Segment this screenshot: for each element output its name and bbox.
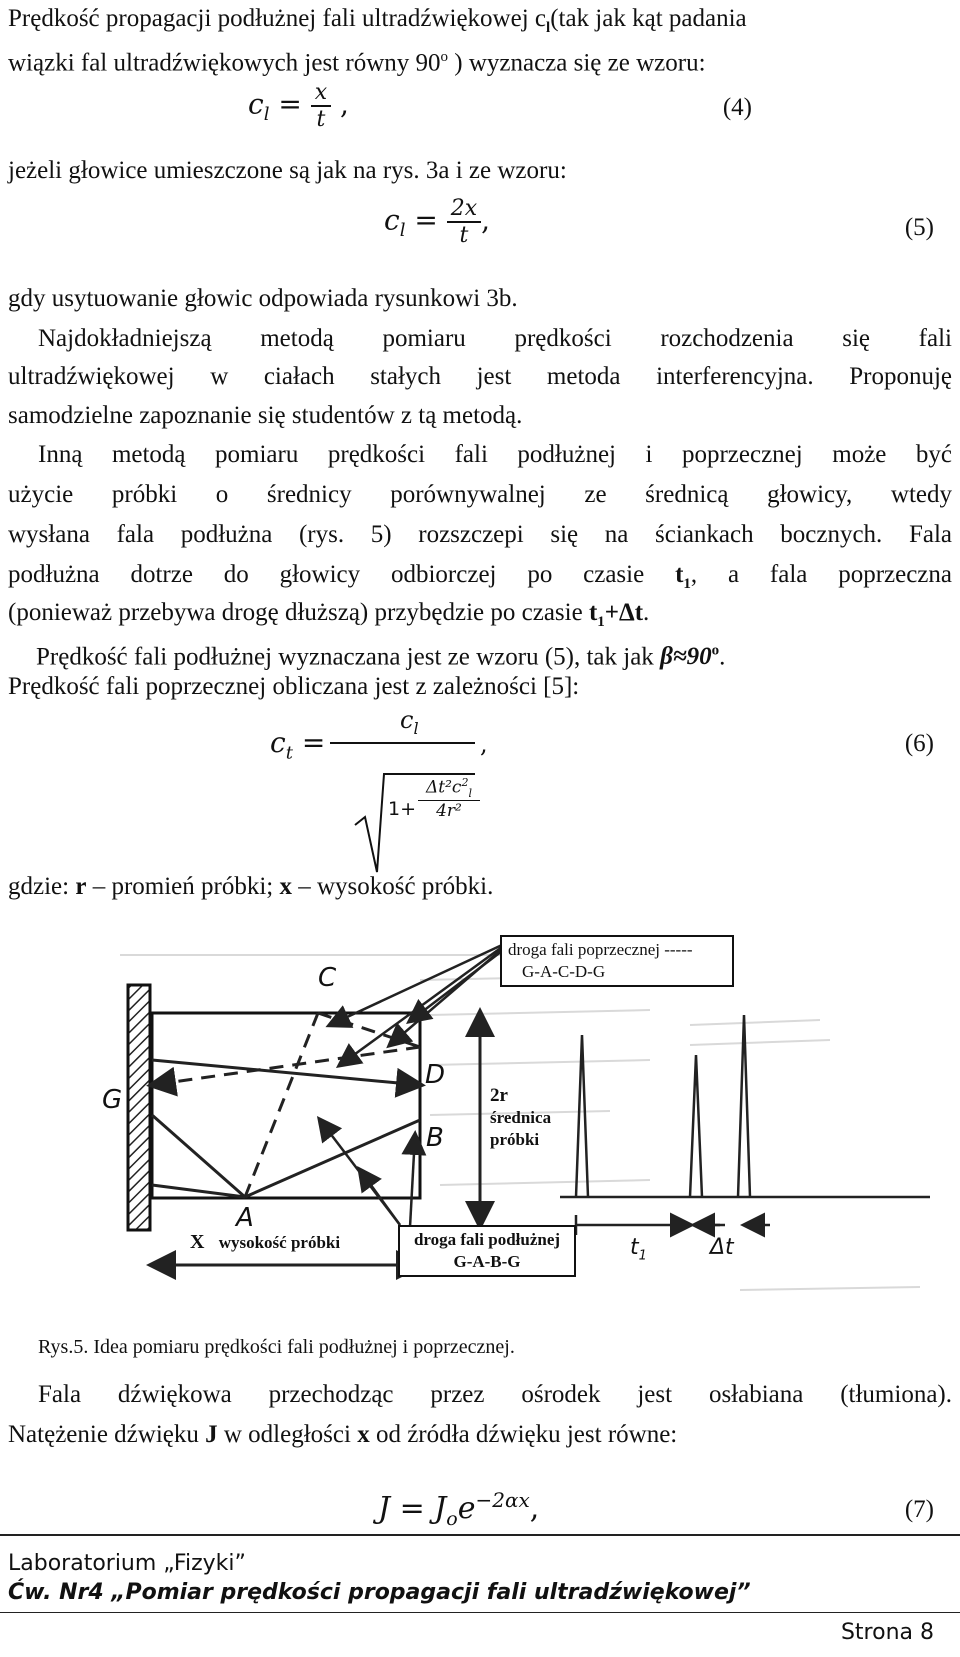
eq-symbol: c <box>270 726 286 759</box>
equation-5: $c_l$ = $\frac{2x}{t}$ , <box>384 196 491 248</box>
eq-subscript: l <box>399 220 406 242</box>
equation-4: $c_l$ = $\frac{x}{t}$ , <box>248 80 349 132</box>
subscript: 1 <box>597 614 605 630</box>
t1-label <box>630 1235 647 1263</box>
equation-number: (5) <box>904 214 934 241</box>
eq-subscript: l <box>413 718 419 738</box>
paragraph-line: Prędkość fali poprzecznej obliczana jest z zależności [5]: <box>8 673 580 700</box>
point-label-b: B <box>426 1123 444 1153</box>
text: Prędkość propagacji podłużnej fali ultradźwiękowej c <box>8 5 547 32</box>
equation-number: (7) <box>904 1496 934 1523</box>
height-label <box>190 1231 340 1254</box>
eq-symbol: c <box>384 203 400 237</box>
eq-symbol: J <box>378 1491 391 1526</box>
text: . <box>643 599 650 626</box>
page-number: Strona 8 <box>840 1620 934 1645</box>
paragraph-line <box>8 1420 677 1450</box>
text: gdzie: <box>8 873 70 900</box>
paragraph-line <box>8 42 706 78</box>
fraction <box>311 80 331 132</box>
label-text: droga fali podłużnej <box>413 1230 561 1249</box>
text: (ponieważ przebywa drogę dłuższą) przybędzie po czasie <box>8 599 583 626</box>
symbol: x <box>357 1421 370 1448</box>
eq-subscript: l <box>468 787 472 801</box>
denominator: t <box>459 223 469 248</box>
figure-caption: Rys.5. Idea pomiaru prędkości fali podłużnej i poprzecznej. <box>38 1336 515 1358</box>
subscript: l <box>546 20 551 36</box>
text: Prędkość fali podłużnej wyznaczana jest ze wzoru (5), tak jak <box>36 643 654 671</box>
point-label-a: A <box>236 1203 254 1233</box>
fraction <box>447 196 481 248</box>
eq-symbol: c <box>248 87 264 121</box>
paragraph-line: Fala dźwiękowa przechodząc przez ośrodek jest osłabiana (tłumiona). <box>38 1381 952 1408</box>
paragraph-line: jeżeli głowice umieszczone są jak na rys. 3a i ze wzoru: <box>8 157 567 184</box>
text: – wysokość próbki. <box>298 873 494 900</box>
label-wysokosc: wysokość próbki <box>218 1233 341 1252</box>
paragraph-line <box>8 560 952 599</box>
point-label-d: D <box>425 1060 446 1090</box>
eq-subscript: o <box>446 1508 458 1530</box>
equation-number: (6) <box>904 730 934 757</box>
paragraph-line <box>8 598 649 637</box>
label-srednica: średnica <box>490 1108 552 1127</box>
symbol: +Δt <box>604 599 644 626</box>
point-label-g: G <box>102 1085 123 1115</box>
subscript: 1 <box>683 576 691 592</box>
text: (tak jak kąt padania <box>550 5 747 32</box>
label-probki: próbki <box>490 1130 540 1149</box>
eq-superscript: 2 <box>461 776 469 789</box>
label-path: G-A-C-D-G <box>522 962 606 981</box>
equation-7: $J = J_oe^{-2\alpha x}$, <box>378 1488 540 1530</box>
label-sub: 1 <box>638 1248 647 1264</box>
numerator: x <box>311 80 331 107</box>
paragraph-line <box>8 872 493 902</box>
paragraph-line: wysłana fala podłużna (rys. 5) rozszczepi się na ściankach bocznych. Fala <box>8 521 952 548</box>
text: w odległości <box>223 1421 351 1448</box>
text: – promień próbki; <box>92 873 274 900</box>
symbol: t <box>675 561 684 588</box>
text: ) wyznacza się ze wzoru: <box>454 49 706 77</box>
label-x: X <box>190 1231 205 1253</box>
denominator: t <box>316 107 326 132</box>
eq-symbol: e <box>457 1491 476 1526</box>
symbol: x <box>279 873 292 900</box>
paragraph-line: Najdokładniejszą metodą pomiaru prędkości rozchodzenia się fali <box>38 325 952 352</box>
footer-lab: Laboratorium „Fizyki” <box>8 1551 246 1576</box>
label-text: droga fali poprzecznej ----- <box>508 940 693 959</box>
eq-symbol: c <box>400 706 414 734</box>
numerator: 2x <box>447 196 481 223</box>
numerator <box>400 706 419 738</box>
inner-denominator: 4r² <box>436 801 462 822</box>
superscript: o <box>711 643 720 659</box>
point-label-c: C <box>318 963 337 993</box>
eq-subscript: l <box>263 104 270 126</box>
dt-label: Δt <box>710 1235 734 1260</box>
paragraph-line <box>36 636 725 672</box>
inner-fraction <box>418 776 480 821</box>
superscript: o <box>440 49 449 65</box>
transverse-path-label <box>500 935 734 987</box>
label-t: t <box>630 1235 639 1260</box>
paragraph-line: gdy usytuowanie głowic odpowiada rysunkowi 3b. <box>8 285 518 312</box>
symbol: r <box>75 873 87 900</box>
inner-numerator: Δt²c <box>426 777 462 798</box>
paragraph-line: samodzielne zapoznanie się studentów z tą metodą. <box>8 402 523 429</box>
one-plus: 1+ <box>388 798 417 820</box>
symbol: β≈90 <box>660 643 712 671</box>
eq-symbol: J <box>434 1491 447 1526</box>
equation-number: (4) <box>722 94 752 121</box>
paragraph-line: Inną metodą pomiaru prędkości fali podłużnej i poprzecznej może być <box>38 441 952 468</box>
diameter-label <box>490 1085 551 1151</box>
text: , a fala poprzeczna <box>690 561 953 588</box>
text: . <box>719 643 726 671</box>
equation-6 <box>270 706 530 882</box>
symbol: J <box>205 1421 218 1448</box>
comma: , <box>480 730 488 758</box>
text: podłużna dotrze do głowicy odbiorczej po czasie <box>8 561 645 588</box>
footer-rule <box>0 1534 960 1536</box>
eq-subscript: t <box>285 742 293 764</box>
text: Natężenie dźwięku <box>8 1421 199 1448</box>
paragraph-line: użycie próbki o średnicy porównywalnej ze średnicą głowicy, wtedy <box>8 481 952 508</box>
footer-rule-bottom <box>0 1612 960 1613</box>
footer-title: Ćw. Nr4 „Pomiar prędkości propagacji fali ultradźwiękowej” <box>8 1580 751 1605</box>
paragraph-line: ultradźwiękowej w ciałach stałych jest metoda interferencyjna. Proponuję <box>8 363 952 390</box>
longitudinal-path-label <box>398 1225 576 1277</box>
text: wiązki fal ultradźwiękowych jest równy 90 <box>8 49 441 77</box>
label-2r: 2r <box>490 1085 508 1106</box>
figure-rys5 <box>90 935 930 1315</box>
label-path: G-A-B-G <box>453 1252 521 1271</box>
eq-lhs: $c_t$ = <box>270 726 326 764</box>
paragraph-line <box>8 4 747 43</box>
symbol: t <box>588 599 598 626</box>
text: od źródła dźwięku jest równe: <box>375 1421 678 1448</box>
eq-superscript: −2αx <box>475 1488 530 1512</box>
